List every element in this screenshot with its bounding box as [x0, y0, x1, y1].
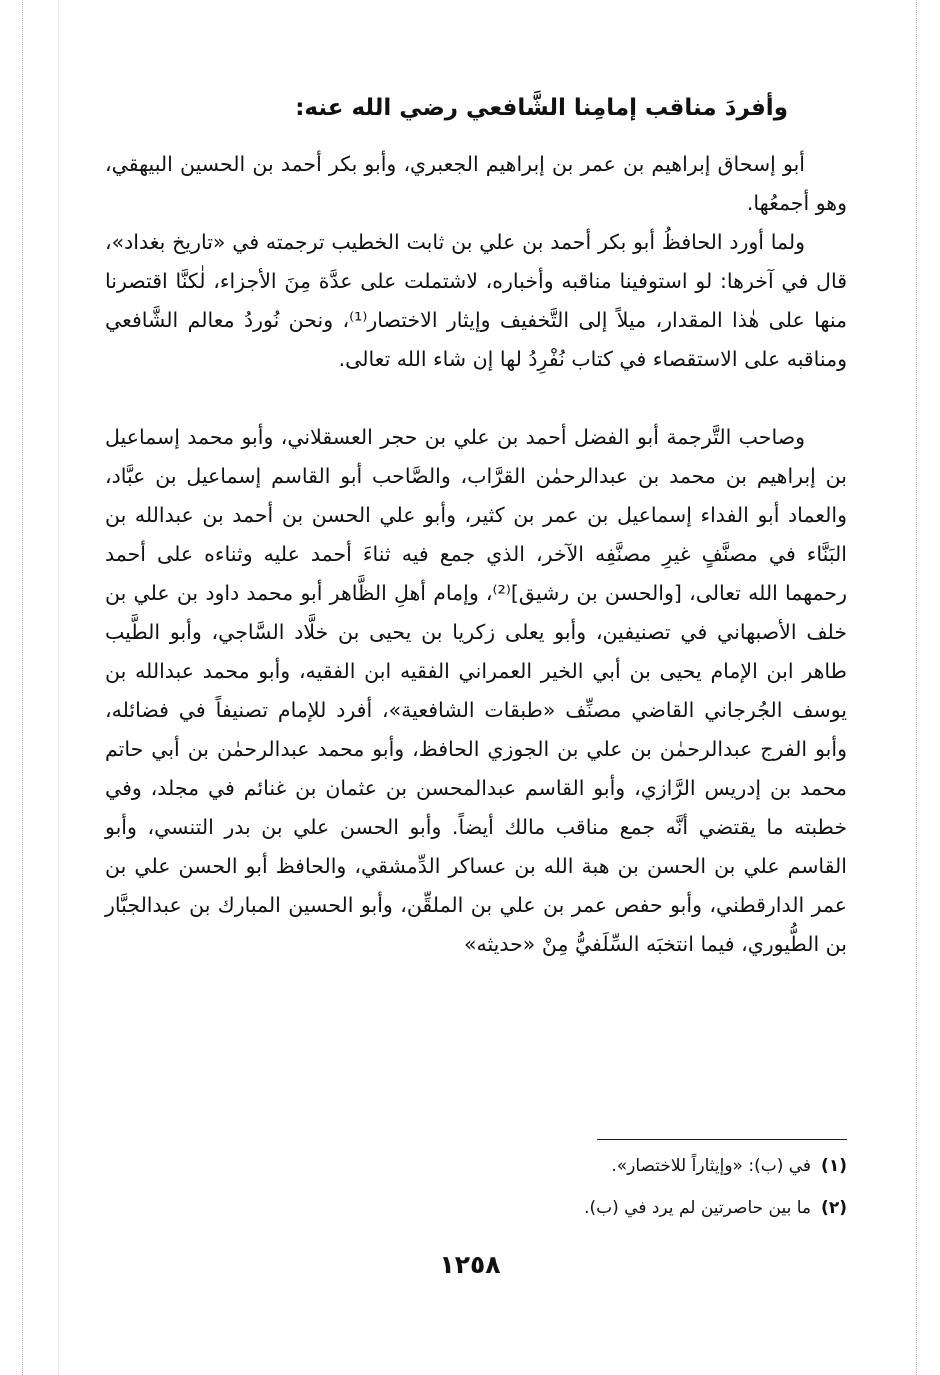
page-number: ١٢٥٨ — [439, 1250, 501, 1279]
section-heading: وأفردَ مناقب إمامِنا الشَّافعي رضي الله عنه: — [295, 95, 788, 121]
paragraph: وصاحب التَّرجمة أبو الفضل أحمد بن علي بن حجر العسقلاني، وأبو محمد إسماعيل بن إبراهيم بن محمد بن عبدالرحمٰن القرَّاب، والصَّاحب أبو القاسم إسماعيل بن عبَّاد، والعماد أبو الفداء إسماعيل بن عمر بن كثير، وأبو علي الحسن بن أحمد بن عبدالله بن البَنَّاء في مصنَّفٍ غيرِ مصنَّفِه الآخر، الذي جمع فيه ثناءَ أحمد عليه وثناءه على أحمد رحمهما الله تعالى، [والحسن بن رشيق]⁽²⁾، وإمام أهلِ الظَّاهر أبو محمد داود بن علي بن خلف الأصبهاني في تصنيفين، وأبو يعلى زكريا بن يحيى بن خلَّاد السَّاجي، وأبو الطَّيب طاهر ابن الإمام يحيى بن أبي الخير العمراني الفقيه ابن الفقيه، وأبو محمد عبدالله بن يوسف الجُرجاني القاضي مصنِّف «طبقات الشافعية»، أفرد للإمام تصنيفاً في فضائله، وأبو الفرج عبدالرحمٰن بن علي بن الجوزي الحافظ، وأبو محمد عبدالرحمٰن بن أبي حاتم محمد بن إدريس الرَّازي، وأبو القاسم عبدالمحسن بن عثمان بن غنائم في مجلد، وفي خطبته ما يقتضي أنَّه جمع مناقب مالك أيضاً. وأبو الحسن علي بن بدر التنسي، وأبو القاسم علي بن الحسن بن هبة الله بن عساكر الدِّمشقي، والحافظ أبو الحسن علي بن عمر الدارقطني، وأبو حفص عمر بن علي بن الملقِّن، وأبو الحسين المبارك بن عبدالجبَّار بن الطُّيوري، فيما انتخبَه السِّلَفيُّ مِنْ «حديثه» — [105, 425, 847, 956]
scan-edge-right — [916, 0, 917, 1375]
footnote — [247, 1193, 847, 1223]
footnote-text: في (ب): «وإيثاراً للاختصار». — [611, 1156, 812, 1176]
footnote-text: ما بين حاصرتين لم يرد في (ب). — [584, 1198, 812, 1218]
paragraph: ولما أورد الحافظُ أبو بكر أحمد بن علي بن ثابت الخطيب ترجمته في «تاريخ بغداد»، قال في آخرها: لو استوفينا مناقبه وأخباره، لاشتملت على عدَّة مِنَ الأجزاء، لٰكنَّا اقتصرنا منها على هٰذا المقدار، ميلاً إلى التَّخفيف وإيثار الاختصار⁽¹⁾، ونحن نُوردُ معالم الشَّافعي ومناقبه على الاستقصاء في كتاب نُفْرِدُ لها إن شاء الله تعالى. — [105, 230, 847, 371]
footnote-divider — [597, 1139, 847, 1140]
main-text — [105, 145, 847, 1081]
scan-edge-inner — [58, 0, 59, 1375]
scan-edge-left — [22, 0, 23, 1375]
footnote-number: (٢) — [821, 1198, 847, 1218]
footnote — [247, 1151, 847, 1181]
footnote-number: (١) — [821, 1156, 847, 1176]
paragraph: أبو إسحاق إبراهيم بن عمر بن إبراهيم الجعبري، وأبو بكر أحمد بن الحسين البيهقي، وهو أجمعُها. — [105, 152, 847, 215]
